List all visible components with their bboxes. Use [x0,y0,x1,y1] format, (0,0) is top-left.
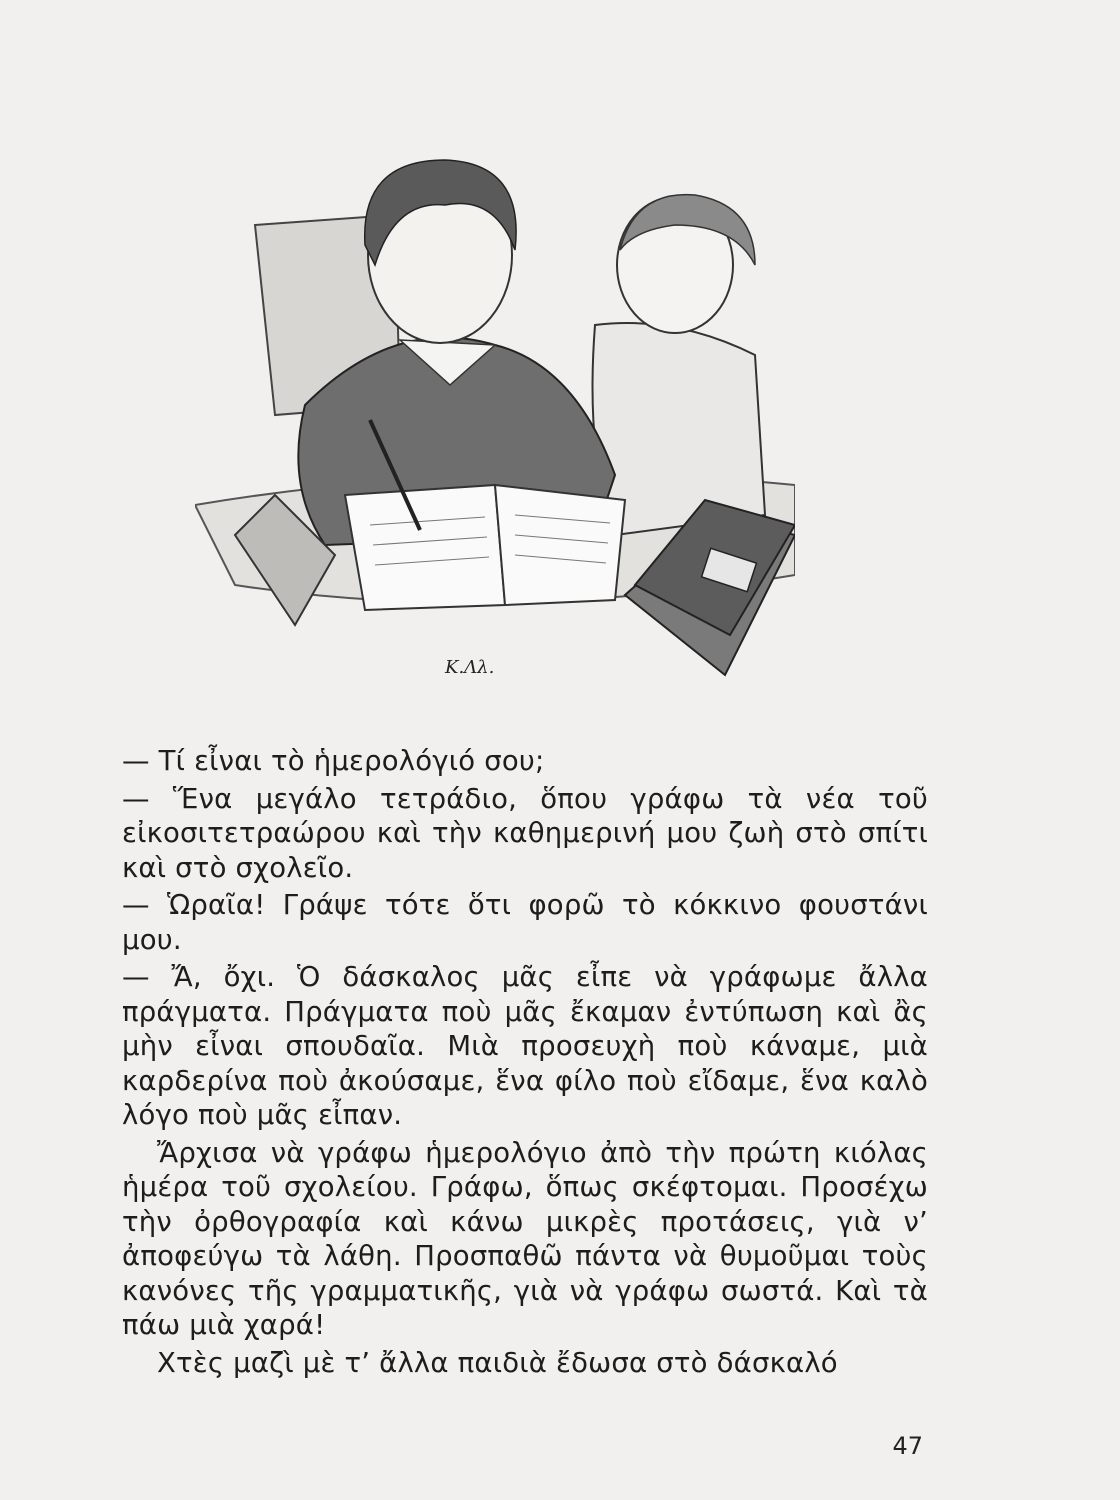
narrative-paragraph-2: Χτὲς μαζὶ μὲ τ’ ἄλλα παιδιὰ ἔδωσα στὸ δάσκαλό [157,1346,838,1379]
artist-signature: Κ.Λλ. [445,657,495,678]
dialogue-line-4: — Ἄ, ὄχι. Ὁ δάσκαλος μᾶς εἶπε νὰ γράφωμε ἄλλα πράγματα. Πράγματα ποὺ μᾶς ἔκαμαν ἐντύπωση καὶ ἂς μὴν εἶναι σπουδαῖα. Μιὰ προσευχὴ ποὺ κάναμε, μιὰ καρδερίνα ποὺ ἀκούσαμε, ἕνα φίλο ποὺ εἴδαμε, ἕνα καλὸ λόγο ποὺ μᾶς εἶπαν. [122,961,928,1131]
dialogue-line-2: — Ἕνα μεγάλο τετράδιο, ὅπου γράφω τὰ νέα τοῦ εἰκοσιτετραώρου καὶ τὴν καθημερινή μου ζωὴ στὸ σπίτι καὶ στὸ σχολεῖο. [122,782,928,884]
dialogue-line-1: — Τί εἶναι τὸ ἡμερολόγιό σου; [122,745,545,777]
page-number: 47 [892,1432,923,1460]
narrative-paragraph-1: Ἄρχισα νὰ γράφω ἡμερολόγιο ἀπὸ τὴν πρώτη κιόλας ἡμέρα τοῦ σχολείου. Γράφω, ὅπως σκέφτομαι. Προσέχω τὴν ὀρθογραφία καὶ κάνω μικρὲς προτάσεις, γιὰ ν’ ἀποφεύγω τὰ λάθη. Προσπαθῶ πάντα νὰ θυμοῦμαι τοὺς κανόνες τῆς γραμματικῆς, γιὰ νὰ γράφω σωστά. Καὶ τὰ πάω μιὰ χαρά! [122,1136,928,1341]
story-text [122,744,928,1383]
open-notebook-left [345,485,505,610]
dialogue-line-3: — Ὡραῖα! Γράψε τότε ὅτι φορῶ τὸ κόκκινο φουστάνι μου. [122,889,928,956]
illustration-drawing [195,155,795,695]
illustration-boy-and-girl-with-notebook [195,155,795,695]
open-notebook-right [495,485,625,605]
